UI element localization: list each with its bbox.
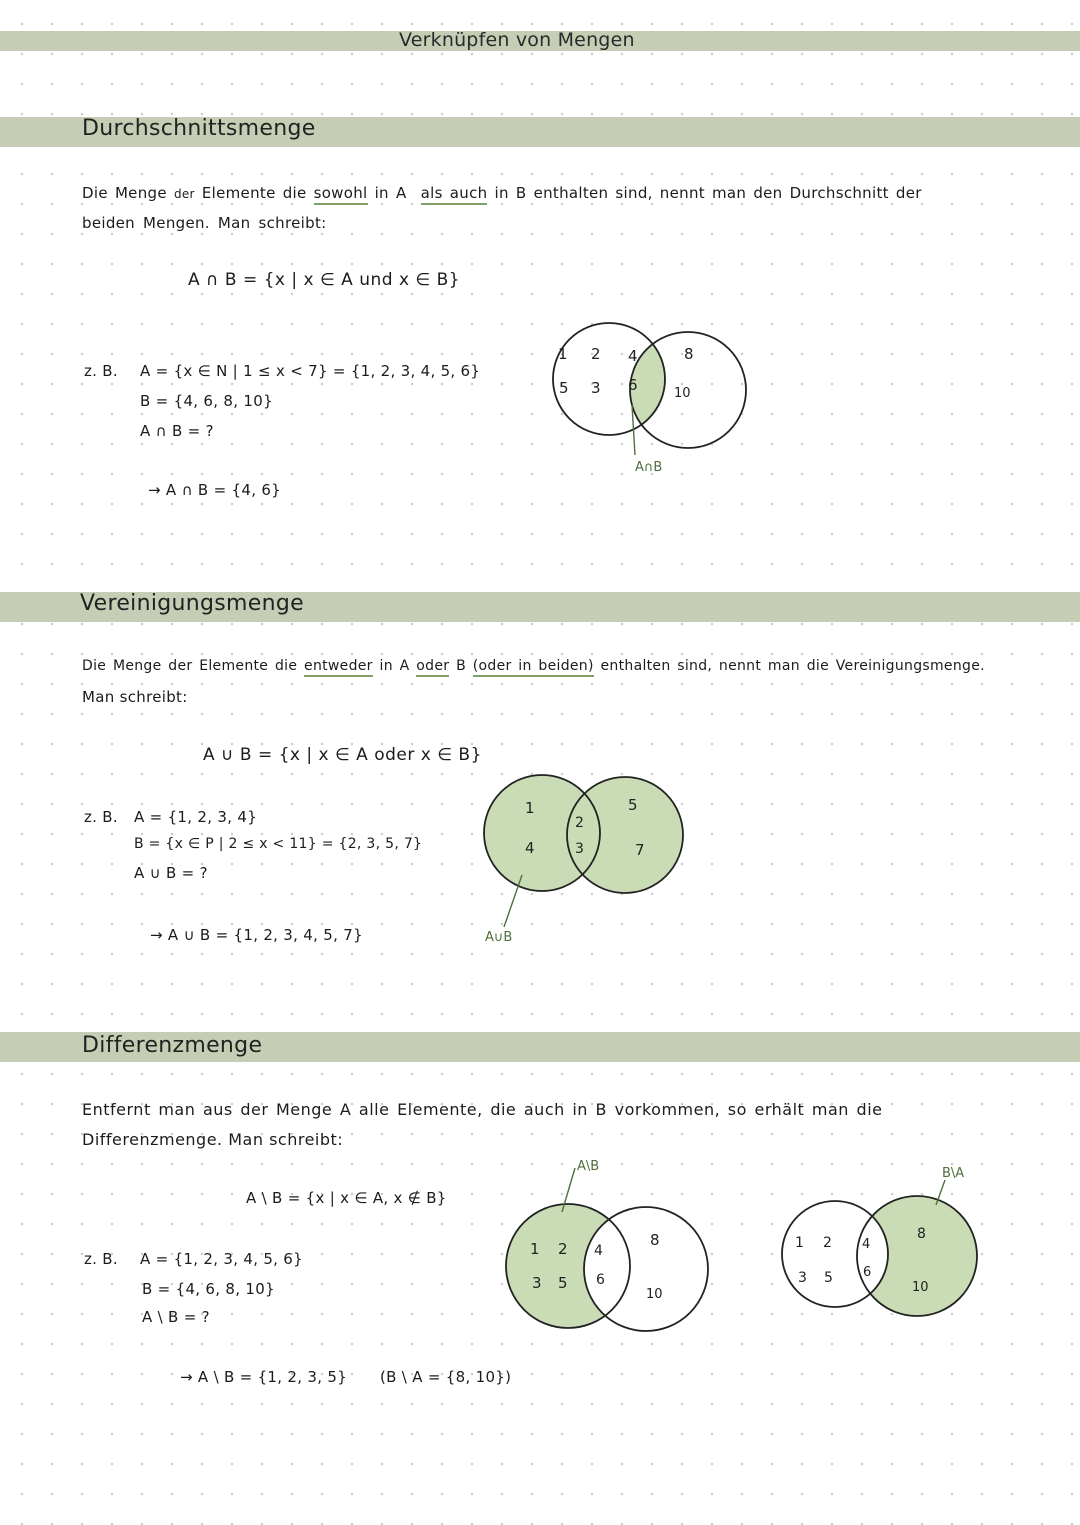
definition-line2-durchschnitt: beiden Mengen. Man schreibt: bbox=[82, 214, 327, 232]
example-b-durchschnitt: B = {4, 6, 8, 10} bbox=[140, 392, 273, 410]
venn-element: 2 bbox=[575, 815, 584, 831]
venn-element: 4 bbox=[862, 1237, 871, 1252]
example-question-durchschnitt: A ∩ B = ? bbox=[140, 422, 214, 440]
example-prefix-vereinigung: z. B. bbox=[84, 808, 118, 826]
venn-element: 10 bbox=[646, 1287, 663, 1302]
venn-label: B\A bbox=[942, 1166, 965, 1181]
venn-differenz-a-minus-b bbox=[500, 1150, 730, 1340]
result-vereinigung: → A ∪ B = {1, 2, 3, 4, 5, 7} bbox=[150, 926, 363, 944]
result-extra-differenz: (B \ A = {8, 10}) bbox=[380, 1368, 512, 1386]
venn-element: 3 bbox=[575, 841, 584, 857]
heading-vereinigung: Vereinigungsmenge bbox=[80, 591, 304, 616]
venn-differenz-b-minus-a bbox=[760, 1150, 990, 1340]
venn-element: 7 bbox=[635, 841, 645, 859]
example-a-durchschnitt: A = {x ∈ N | 1 ≤ x < 7} = {1, 2, 3, 4, 5, 6} bbox=[140, 362, 481, 380]
example-a-vereinigung: A = {1, 2, 3, 4} bbox=[134, 808, 258, 826]
venn-element: 4 bbox=[525, 839, 535, 857]
venn-element: 5 bbox=[559, 379, 569, 397]
formula-differenz: A \ B = {x | x ∈ A, x ∉ B} bbox=[246, 1189, 447, 1207]
example-question-vereinigung: A ∪ B = ? bbox=[134, 864, 208, 882]
venn-element: 5 bbox=[824, 1270, 833, 1286]
heading-differenz: Differenzmenge bbox=[82, 1033, 263, 1058]
venn-element: 3 bbox=[532, 1274, 542, 1292]
venn-element: 3 bbox=[798, 1270, 807, 1286]
example-question-differenz: A \ B = ? bbox=[142, 1308, 210, 1326]
venn-element: 1 bbox=[558, 345, 568, 363]
venn-element: 1 bbox=[795, 1235, 804, 1251]
example-prefix-durchschnitt: z. B. bbox=[84, 362, 118, 380]
example-b-vereinigung: B = {x ∈ P | 2 ≤ x < 11} = {2, 3, 5, 7} bbox=[134, 836, 423, 852]
venn-element: 2 bbox=[558, 1240, 568, 1258]
venn-element: 2 bbox=[823, 1235, 832, 1251]
venn-element: 4 bbox=[594, 1243, 603, 1259]
definition-line2-differenz: Differenzmenge. Man schreibt: bbox=[82, 1130, 344, 1149]
page-title: Verknüpfen von Mengen bbox=[399, 29, 635, 51]
example-a-differenz: A = {1, 2, 3, 4, 5, 6} bbox=[140, 1250, 303, 1268]
result-differenz: → A \ B = {1, 2, 3, 5} bbox=[180, 1368, 348, 1386]
formula-durchschnitt: A ∩ B = {x | x ∈ A und x ∈ B} bbox=[188, 270, 461, 290]
venn-element: 1 bbox=[530, 1240, 540, 1258]
formula-vereinigung: A ∪ B = {x | x ∈ A oder x ∈ B} bbox=[203, 745, 482, 765]
venn-element: 6 bbox=[628, 376, 638, 394]
example-prefix-differenz: z. B. bbox=[84, 1250, 118, 1268]
venn-element: 6 bbox=[863, 1265, 872, 1280]
venn-element: 8 bbox=[917, 1226, 926, 1242]
definition-line1-vereinigung: Die Menge der Elemente die entweder in A oder B (oder in beiden) enthalten sind, nennt man die Vereinigungsmenge. bbox=[82, 658, 985, 674]
venn-element: 5 bbox=[558, 1274, 568, 1292]
venn-element: 5 bbox=[628, 796, 638, 814]
venn-element: 8 bbox=[684, 345, 694, 363]
venn-element: 4 bbox=[628, 347, 638, 365]
example-b-differenz: B = {4, 6, 8, 10} bbox=[142, 1280, 275, 1298]
venn-element: 10 bbox=[674, 386, 691, 401]
definition-line1-durchschnitt: Die Menge der Elemente die sowohl in A als auch in B enthalten sind, nennt man den Durchschnitt der bbox=[82, 184, 922, 202]
definition-line2-vereinigung: Man schreibt: bbox=[82, 688, 188, 706]
venn-element: 6 bbox=[596, 1272, 605, 1288]
venn-label: A∪B bbox=[485, 930, 513, 945]
venn-durchschnitt bbox=[530, 315, 770, 475]
venn-element: 2 bbox=[591, 345, 601, 363]
result-durchschnitt: → A ∩ B = {4, 6} bbox=[148, 481, 282, 499]
venn-element: 8 bbox=[650, 1231, 660, 1249]
definition-line1-differenz: Entfernt man aus der Menge A alle Elemente, die auch in B vorkommen, so erhält man die bbox=[82, 1100, 883, 1119]
venn-vereinigung bbox=[480, 775, 720, 945]
venn-element: 1 bbox=[525, 799, 535, 817]
venn-element: 3 bbox=[591, 379, 601, 397]
venn-label: A∩B bbox=[635, 460, 663, 475]
venn-label: A\B bbox=[577, 1159, 600, 1174]
heading-durchschnitt: Durchschnittsmenge bbox=[82, 116, 316, 141]
venn-element: 10 bbox=[912, 1280, 929, 1295]
